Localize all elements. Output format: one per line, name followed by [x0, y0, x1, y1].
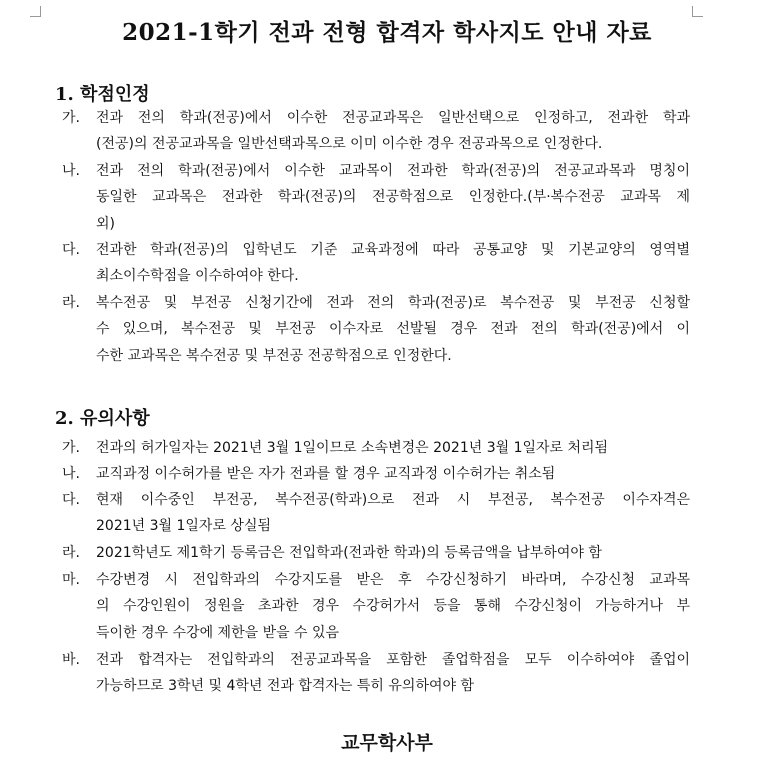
list-item-text-line: 2021학년도 제1학기 등록금은 전입학과(전과한 학과)의 등록금액을 납부하여야 함 [96, 545, 602, 561]
list-item-marker: 다. [62, 242, 80, 258]
list-item-text-line: 수강변경 시 전입학과의 수강지도를 받은 후 수강신청하기 바라며, 수강신청 교과목 [96, 572, 690, 588]
section-heading: 2. 유의사항 [55, 408, 150, 429]
list-item [62, 290, 690, 369]
list-item-marker: 가. [62, 110, 80, 126]
list-item-text-line: 전과 전의 학과(전공)에서 이수한 교과목이 전과한 학과(전공)의 전공교과목과 명칭이 [96, 163, 690, 179]
list-item-text-line: 2021년 3월 1일자로 상실됨 [96, 518, 271, 535]
list-item [62, 647, 690, 700]
list-item-marker: 바. [62, 652, 80, 668]
list-item-text-line: 최소이수학점을 이수하여야 한다. [96, 268, 299, 285]
list-item [62, 158, 690, 237]
list-item-marker: 나. [62, 466, 80, 482]
list-item [62, 461, 690, 487]
list-item-text-line: 전과 전의 학과(전공)에서 이수한 전공교과목은 일반선택으로 인정하고, 전과한 학과 [96, 110, 690, 126]
document-title: 2021-1학기 전과 전형 합격자 학사지도 안내 자료 [122, 19, 652, 46]
list-item-text-line: 득이한 경우 수강에 제한을 받을 수 있음 [96, 624, 340, 641]
list-item [62, 237, 690, 290]
list-item [62, 487, 690, 540]
list-item-marker: 가. [62, 440, 80, 456]
list-item-text-line: 동일한 교과목은 전과한 학과(전공)의 전공학점으로 인정한다.(부·복수전공 교과목 제 [96, 189, 690, 206]
document-footer-department: 교무학사부 [341, 732, 433, 754]
list-item-marker: 라. [62, 545, 80, 561]
list-item-text-line: 의 수강인원이 정원을 초과한 경우 수강허가서 등을 통해 수강신청이 가능하거나 부 [96, 598, 690, 615]
list-item-marker: 다. [62, 492, 80, 508]
list-item-text-line: 외) [96, 215, 115, 232]
list-item-text-line: (전공)의 전공교과목을 일반선택과목으로 이미 이수한 경우 전공과목으로 인정한다. [96, 136, 603, 153]
list-item-text-line: 수 있으며, 복수전공 및 부전공 이수자로 선발될 경우 전과 전의 학과(전공)에서 이 [96, 321, 690, 338]
list-item [62, 540, 690, 566]
list-item-text-line: 전과한 학과(전공)의 입학년도 기준 교육과정에 따라 공통교양 및 기본교양의 영역별 [96, 242, 690, 258]
section-heading: 1. 학점인정 [55, 84, 150, 105]
list-item-text-line: 교직과정 이수허가를 받은 자가 전과를 할 경우 교직과정 이수허가는 취소됨 [96, 466, 556, 482]
list-item-marker: 라. [62, 295, 80, 311]
list-item [62, 435, 690, 461]
list-item-text-line: 전과의 허가일자는 2021년 3월 1일이므로 소속변경은 2021년 3월 1일자로 처리됨 [96, 440, 609, 456]
list-item [62, 105, 690, 158]
list-item-marker: 나. [62, 163, 80, 179]
list-item [62, 567, 690, 646]
list-item-text-line: 가능하므로 3학년 및 4학년 전과 합격자는 특히 유의하여야 함 [96, 678, 474, 695]
list-item-marker: 마. [62, 572, 80, 588]
list-item-text-line: 현재 이수중인 부전공, 복수전공(학과)으로 전과 시 부전공, 복수전공 이수자격은 [96, 492, 690, 508]
list-item-text-line: 전과 합격자는 전입학과의 전공교과목을 포함한 졸업학점을 모두 이수하여야 졸업이 [96, 652, 690, 668]
list-item-text-line: 복수전공 및 부전공 신청기간에 전과 전의 학과(전공)로 복수전공 및 부전공 신청할 [96, 295, 690, 311]
list-item-text-line: 수한 교과목은 복수전공 및 부전공 전공학점으로 인정한다. [96, 347, 452, 364]
